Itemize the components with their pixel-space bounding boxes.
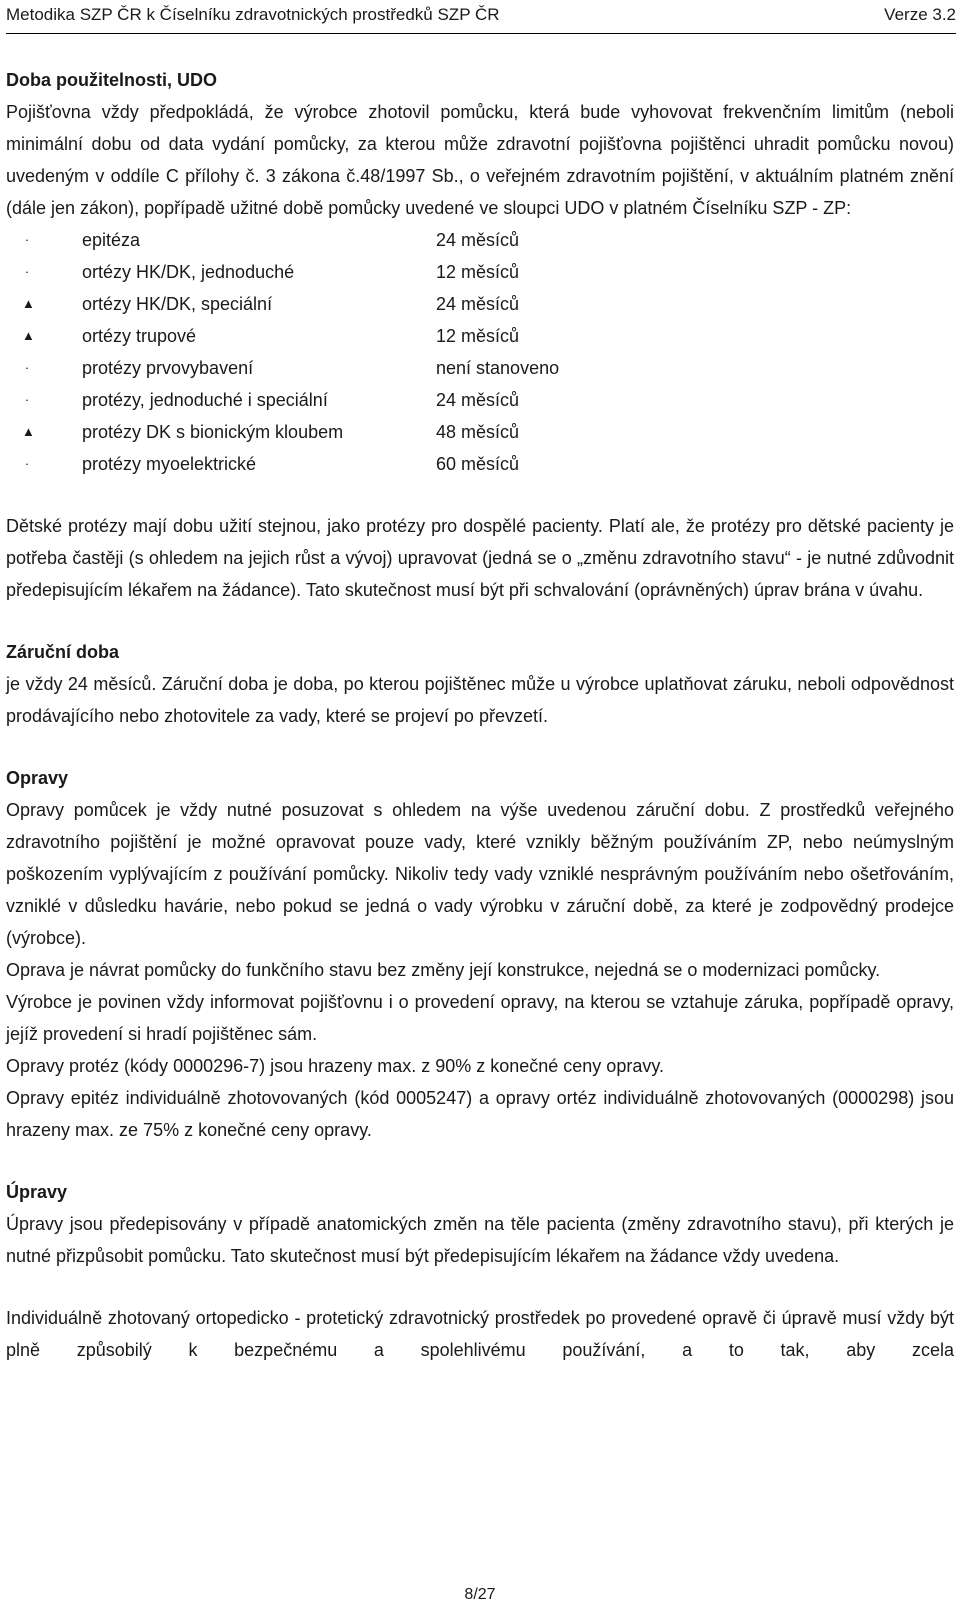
list-item (6, 224, 954, 256)
page-header (6, 3, 956, 34)
item-name: ortézy HK/DK, jednoduché (82, 262, 295, 282)
list-item (6, 288, 954, 320)
list-item (6, 320, 954, 352)
list-item (6, 352, 954, 384)
item-name: epitéza (82, 230, 141, 250)
item-duration: 24 měsíců (436, 230, 520, 250)
list-item (6, 416, 954, 448)
section-heading-repairs: Opravy (6, 768, 69, 788)
repairs-paragraph-5: Opravy epitéz individuálně zhotovovaných (kód 0005247) a opravy ortéz individuálně zhotovovaných (0000298) jsou hrazeny max. ze 75% z konečné ceny opravy. (6, 1088, 954, 1140)
bullet-icon: · (24, 232, 30, 247)
bullet-icon: ▲ (22, 328, 35, 343)
udo-intro-paragraph: Pojišťovna vždy předpokládá, že výrobce zhotovil pomůcku, která bude vyhovovat frekvenčním limitům (neboli minimální dobu od data vydání pomůcky, za kterou může zdravotní pojišťovna pojištěnci uhradit pomůcku novou) uvedeným v oddíle C přílohy č. 3 zákona č.48/1997 Sb., o veřejném zdravotním pojištění, v aktuálním platném znění (dále jen zákon), popřípadě užitné době pomůcky uvedené ve sloupci UDO v platném Číselníku SZP - ZP: (6, 102, 954, 218)
list-item (6, 384, 954, 416)
item-duration: 48 měsíců (436, 422, 520, 442)
repairs-paragraph-3: Výrobce je povinen vždy informovat pojišťovnu i o provedení opravy, na kterou se vztahuje záruka, popřípadě opravy, jejíž provedení si hradí pojištěnec sám. (6, 992, 954, 1044)
item-duration: 12 měsíců (436, 326, 520, 346)
warranty-paragraph: je vždy 24 měsíců. Záruční doba je doba, po kterou pojištěnec může u výrobce uplatňovat záruku, neboli odpovědnost prodávajícího nebo zhotovitele za vady, které se projeví po převzetí. (6, 674, 954, 726)
section-heading-warranty: Záruční doba (6, 642, 120, 662)
document-body (6, 64, 954, 1366)
item-duration: není stanoveno (436, 358, 560, 378)
section-heading-adjustments: Úpravy (6, 1182, 68, 1202)
children-prosthesis-paragraph: Dětské protézy mají dobu užití stejnou, jako protézy pro dospělé pacienty. Platí ale, že protézy pro dětské pacienty je potřeba častěji (s ohledem na jejich růst a vývoj) upravovat (jedná se o „změnu zdravotního stavu“ - je nutné zdůvodnit předepisujícím lékařem na žádance). Tato skutečnost musí být při schvalování (oprávněných) úprav brána v úvahu. (6, 516, 954, 600)
udo-list (6, 224, 954, 480)
item-duration: 24 měsíců (436, 390, 520, 410)
item-name: protézy myoelektrické (82, 454, 257, 474)
list-item (6, 256, 954, 288)
header-title: Metodika SZP ČR k Číselníku zdravotnických prostředků SZP ČR (6, 5, 500, 24)
adjustments-paragraph: Úpravy jsou předepisovány v případě anatomických změn na těle pacienta (změny zdravotního stavu), při kterých je nutné přizpůsobit pomůcku. Tato skutečnost musí být předepisujícím lékařem na žádance vždy uvedena. (6, 1214, 954, 1266)
bullet-icon: · (24, 392, 30, 407)
repairs-paragraph-1: Opravy pomůcek je vždy nutné posuzovat s ohledem na výše uvedenou záruční dobu. Z prostředků veřejného zdravotního pojištění je možné opravovat pouze vady, které vznikly běžným používáním ZP, nebo neúmyslným poškozením vyplývajícím z používání pomůcky. Nikoliv tedy vady vzniklé nesprávným používáním nebo ošetřováním, vzniklé v důsledku havárie, nebo pokud se jedná o vady výrobku v záruční době, za které je zodpovědný prodejce (výrobce). (6, 800, 954, 948)
item-name: protézy DK s bionickým kloubem (82, 422, 344, 442)
bullet-icon: · (24, 456, 30, 471)
bullet-icon: · (24, 360, 30, 375)
repairs-paragraph-2: Oprava je návrat pomůcky do funkčního stavu bez změny její konstrukce, nejedná se o modernizaci pomůcky. (6, 960, 881, 980)
section-heading-udo: Doba použitelnosti, UDO (6, 70, 217, 90)
item-name: protézy prvovybavení (82, 358, 254, 378)
bullet-icon: · (24, 264, 30, 279)
list-item (6, 448, 954, 480)
item-duration: 24 měsíců (436, 294, 520, 314)
item-duration: 60 měsíců (436, 454, 520, 474)
item-name: protézy, jednoduché i speciální (82, 390, 328, 410)
final-paragraph: Individuálně zhotovaný ortopedicko - protetický zdravotnický prostředek po provedené opravě či úpravě musí vždy být plně způsobilý k bezpečnému a spolehlivému používání, a to tak, aby zcela (6, 1308, 954, 1360)
page-number: 8/27 (464, 1586, 496, 1603)
item-name: ortézy trupové (82, 326, 197, 346)
bullet-icon: ▲ (22, 296, 35, 311)
bullet-icon: ▲ (22, 424, 35, 439)
item-name: ortézy HK/DK, speciální (82, 294, 273, 314)
item-duration: 12 měsíců (436, 262, 520, 282)
header-version: Verze 3.2 (884, 5, 956, 24)
repairs-paragraph-4: Opravy protéz (kódy 0000296-7) jsou hrazeny max. z 90% z konečné ceny opravy. (6, 1056, 665, 1076)
